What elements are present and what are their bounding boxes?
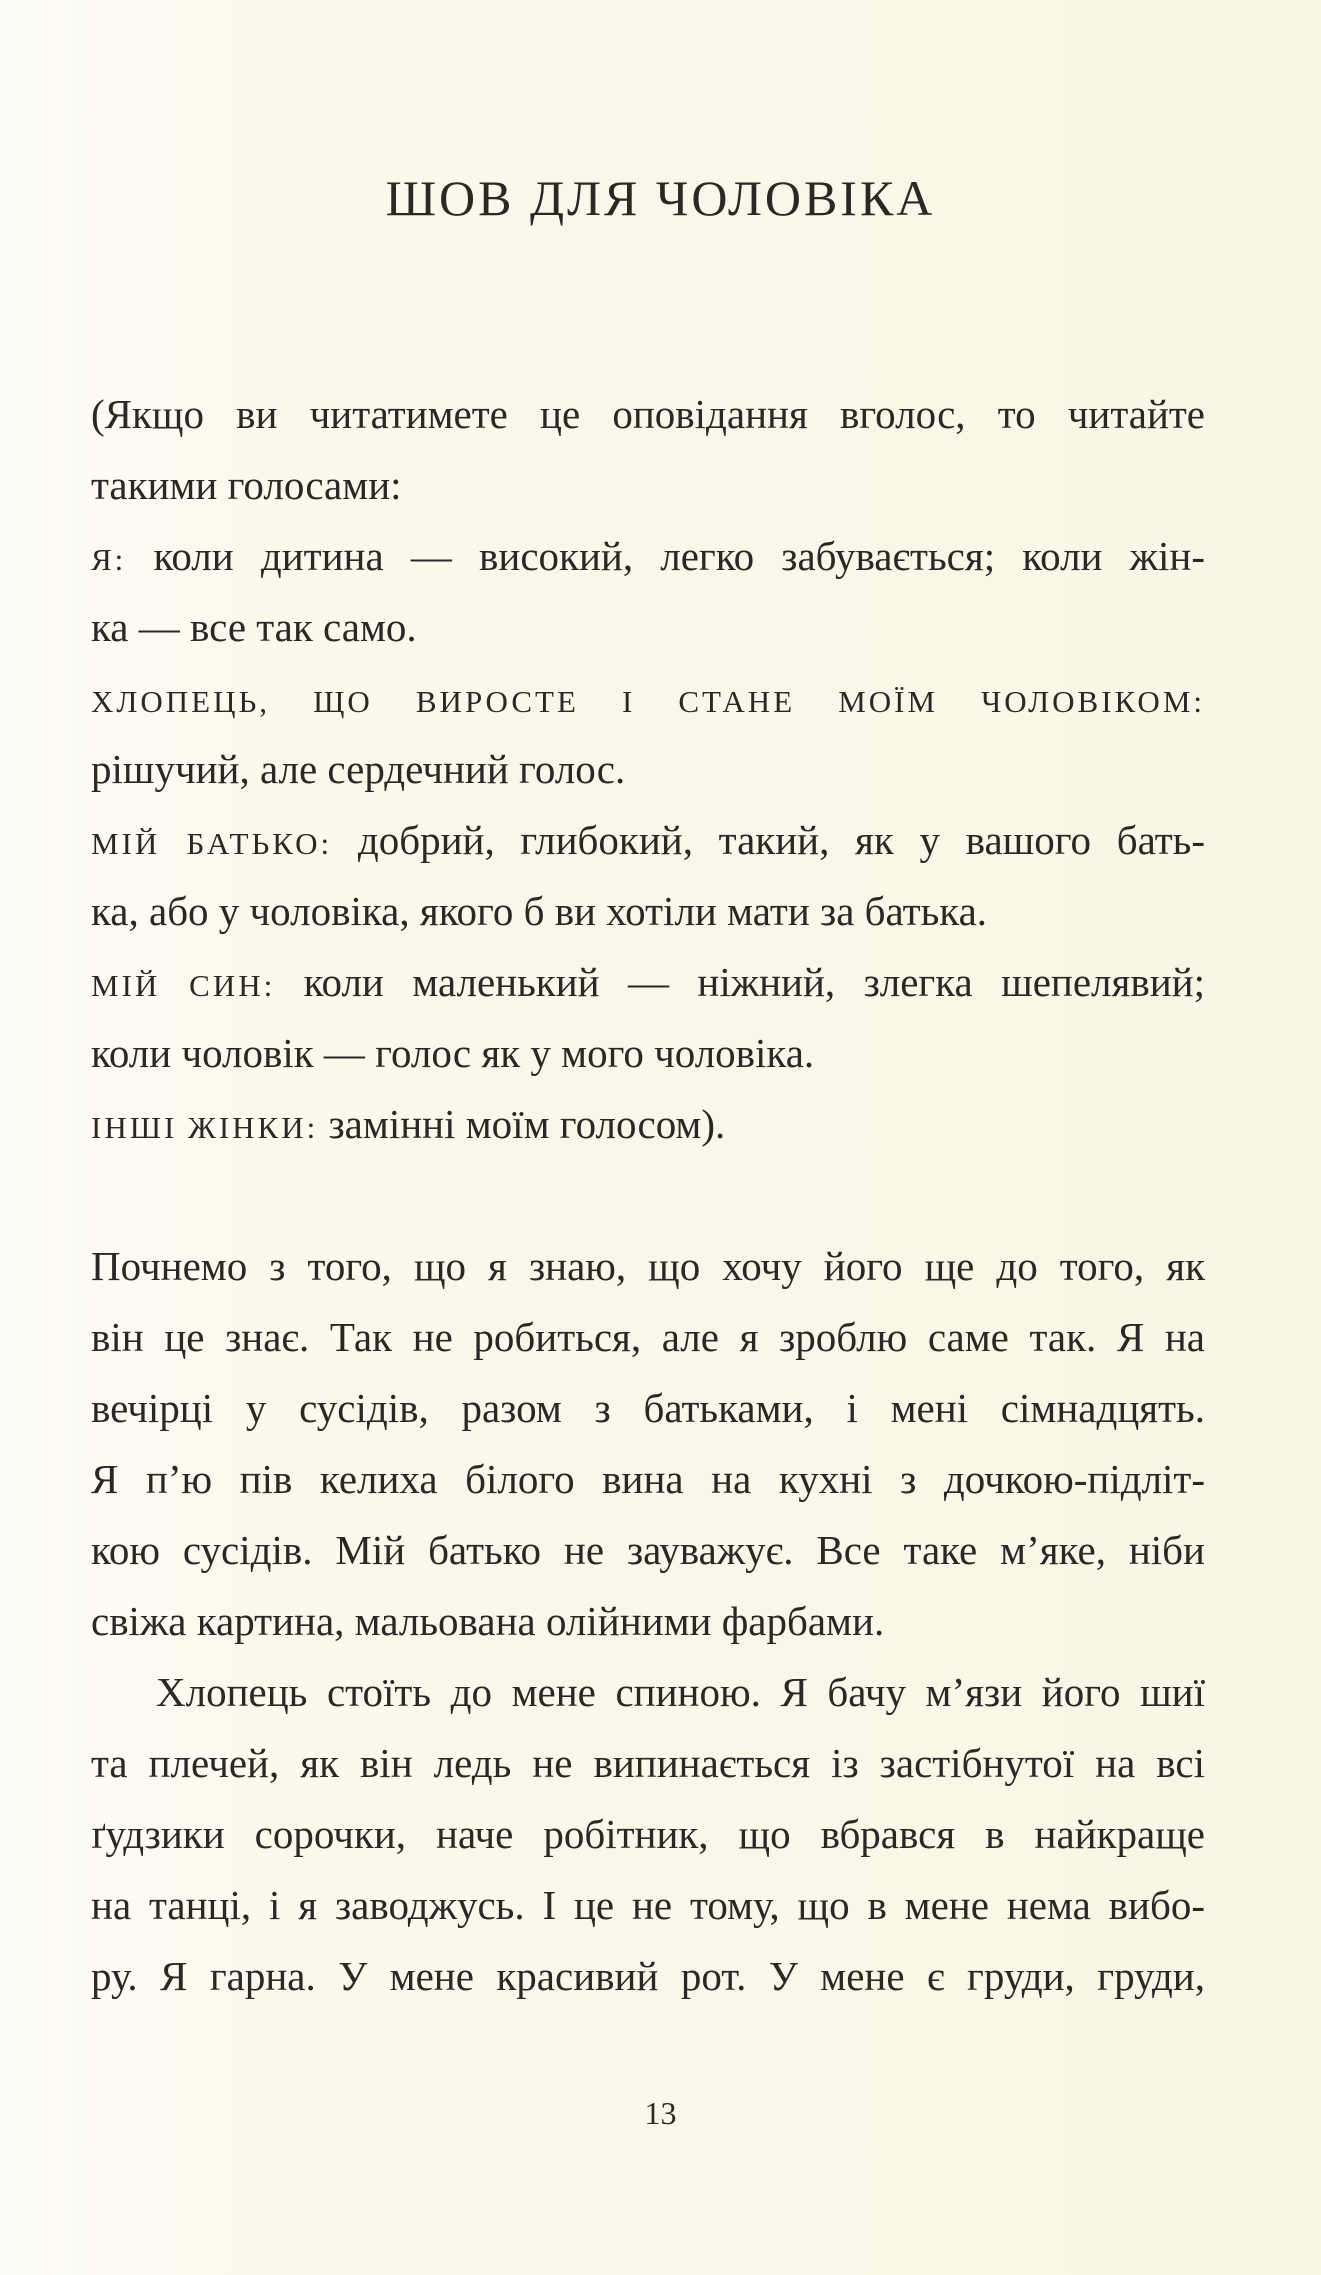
text-line: Почнемо з того, що я знаю, що хочу його ще до того, як [91, 1243, 1205, 1289]
voice-line-son [91, 947, 1205, 1018]
chapter-title: ШОВ ДЛЯ ЧОЛОВІКА [385, 170, 936, 226]
voice-description: добрий, глибокий, такий, як у вашого бать- [357, 817, 1205, 863]
text-line: рішучий, але сердечний голос. [91, 746, 626, 792]
text-line: свіжа картина, мальована олійними фарбами. [91, 1598, 885, 1644]
text-line: коли чоловік — голос як у мого чоловіка. [91, 1030, 815, 1076]
text-line: він це знає. Так не робиться, але я зроблю саме так. Я на [91, 1314, 1205, 1360]
voice-description: коли дитина — високий, легко забувається; коли жін- [153, 533, 1205, 579]
text-line: ка — все так само. [91, 604, 417, 650]
text-line: Хлопець стоїть до мене спиною. Я бачу м’язи його шиї [156, 1669, 1205, 1715]
voice-line-me [91, 521, 1205, 592]
page-number: 13 [644, 2095, 677, 2131]
voice-label: МІЙ БАТЬКО: [91, 826, 333, 861]
voice-line-boy [91, 663, 1205, 734]
text-line: на танці, і я заводжусь. І це не тому, що в мене нема вибо- [91, 1882, 1205, 1928]
voice-label: ХЛОПЕЦЬ, ЩО ВИРОСТЕ І СТАНЕ МОЇМ ЧОЛОВІКОМ: [91, 684, 1205, 719]
text-line: ру. Я гарна. У мене красивий рот. У мене є груди, груди, [91, 1953, 1205, 1999]
story-text [91, 1231, 1205, 2012]
voice-label: Я: [91, 542, 127, 577]
text-line: ка, або у чоловіка, якого б ви хотіли мати за батька. [91, 888, 988, 934]
text-line: ґудзики сорочки, наче робітник, що вбрався в найкраще [91, 1811, 1205, 1857]
voice-label: ІНШІ ЖІНКИ: [91, 1110, 319, 1145]
text-line: вечірці у сусідів, разом з батьками, і мені сімнадцять. [91, 1385, 1205, 1431]
reading-instructions [91, 379, 1205, 1160]
voice-description: коли маленький — ніжний, злегка шепелявий; [303, 959, 1205, 1005]
text-line: Я п’ю пів келиха білого вина на кухні з дочкою-підліт- [91, 1456, 1205, 1502]
voice-line-father [91, 805, 1205, 876]
text-line: такими голосами: [91, 462, 402, 508]
text-line: (Якщо ви читатимете це оповідання вголос, то читайте [91, 391, 1205, 437]
voice-label: МІЙ СИН: [91, 968, 276, 1003]
text-line: кою сусідів. Мій батько не зауважує. Все таке м’яке, ніби [91, 1527, 1205, 1573]
text-line: та плечей, як він ледь не випинається із застібнутої на всі [91, 1740, 1205, 1786]
voice-line-other-women [91, 1089, 1205, 1160]
voice-description: замінні моїм голосом). [328, 1101, 726, 1147]
